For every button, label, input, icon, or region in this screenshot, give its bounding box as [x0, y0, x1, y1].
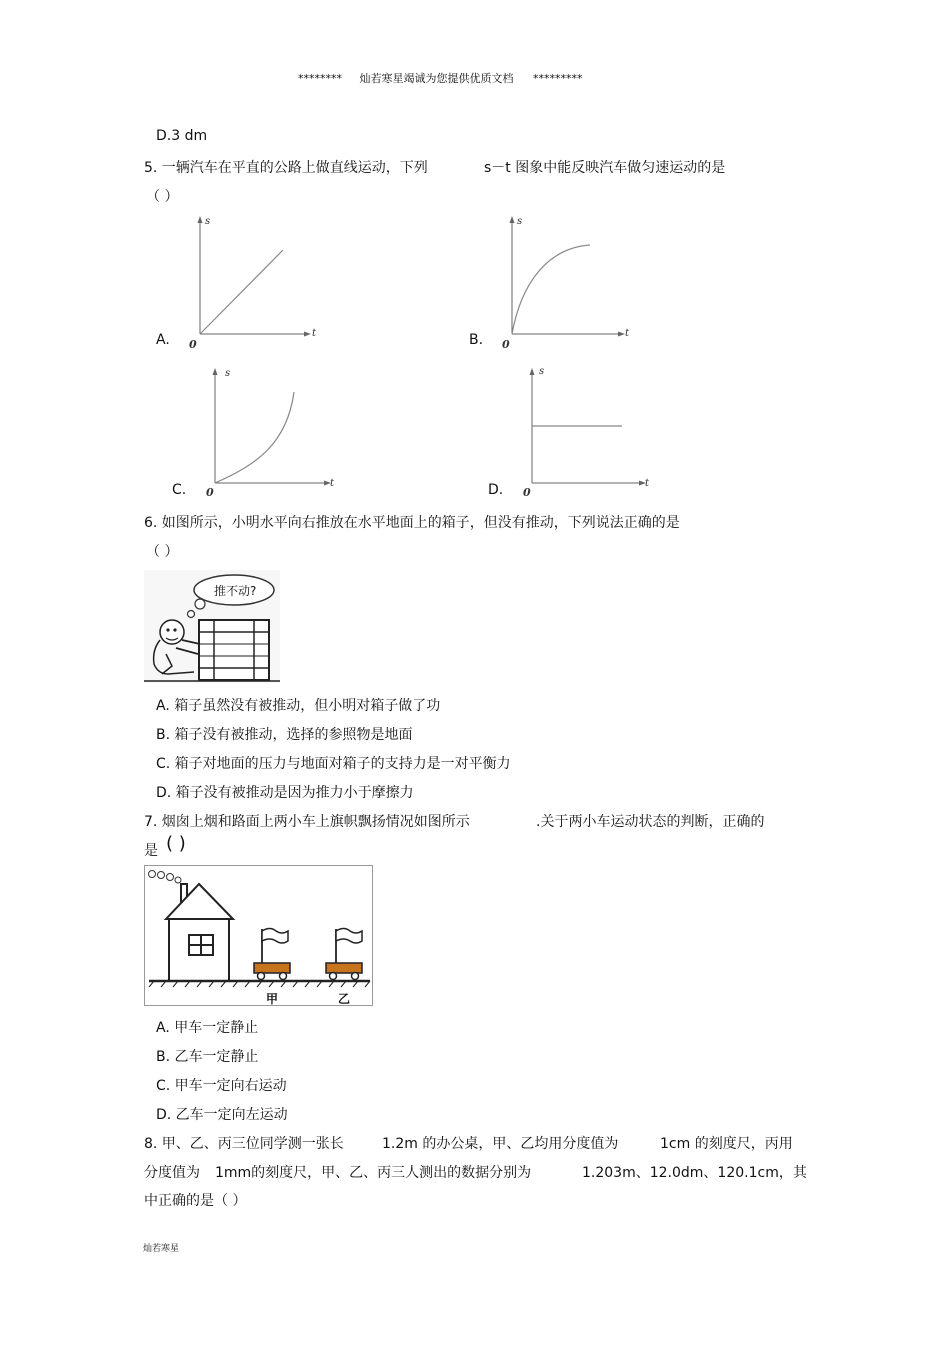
- q8-line1-b: 1.2m 的办公桌，甲、乙均用分度值为: [382, 1136, 619, 1152]
- q5-stem-b: s－t 图象中能反映汽车做匀速运动的是: [484, 160, 726, 176]
- q6-option-a: A. 箱子虽然没有被推动，但小明对箱子做了功: [156, 698, 441, 714]
- q6-stem: 6. 如图所示，小明水平向右推放在水平地面上的箱子，但没有推动，下列说法正确的是: [144, 515, 680, 531]
- q5-graph-c-origin: 0: [206, 486, 214, 499]
- q5-graph-c-label: C.: [172, 482, 187, 498]
- q6-push-box-figure: [144, 570, 280, 683]
- header-text: 灿若寒星竭诚为您提供优质文档: [359, 72, 514, 85]
- q7-option-a: A. 甲车一定静止: [156, 1020, 259, 1036]
- car-jia-label: 甲: [266, 992, 279, 1006]
- q8-line3: 中正确的是（ ）: [144, 1193, 247, 1209]
- q7-option-b: B. 乙车一定静止: [156, 1049, 259, 1065]
- car-yi-label: 乙: [338, 992, 351, 1006]
- q6-paren: （ ）: [146, 544, 179, 560]
- q5-graph-a-x-label: t: [312, 328, 317, 339]
- q5-graph-b: [497, 212, 637, 352]
- q7-stem-a: 7. 烟囱上烟和路面上两小车上旗帜飘扬情况如图所示: [144, 814, 470, 830]
- q7-paren: ( ): [166, 833, 186, 854]
- q7-option-c: C. 甲车一定向右运动: [156, 1078, 287, 1094]
- q8-line2-b: 1mm的刻度尺，甲、乙、丙三人测出的数据分别为: [215, 1165, 532, 1181]
- q5-graph-a: [185, 212, 325, 352]
- thought-bubble-text: 推不动?: [214, 584, 257, 598]
- q7-smoke-cars-figure: [144, 865, 373, 1006]
- crate: [199, 620, 269, 680]
- q6-option-b: B. 箱子没有被推动，选择的参照物是地面: [156, 727, 413, 743]
- q5-graph-b-x-label: t: [625, 328, 630, 339]
- header-stars-right: *********: [533, 72, 583, 85]
- q5-graph-a-label: A.: [156, 332, 170, 348]
- q7-stem-c: 是: [144, 843, 158, 859]
- q5-graph-d-y-label: s: [539, 366, 545, 377]
- page-header: [298, 70, 583, 86]
- q5-stem-a: 5. 一辆汽车在平直的公路上做直线运动，下列: [144, 160, 428, 176]
- q5-graph-d: [518, 362, 658, 502]
- q8-line2-c: 1.203m、12.0dm、120.1cm，其: [582, 1165, 807, 1181]
- q6-option-d: D. 箱子没有被推动是因为推力小于摩擦力: [156, 785, 414, 801]
- q5-graph-d-origin: 0: [523, 486, 531, 499]
- q5-graph-c: [201, 362, 341, 502]
- q5-graph-d-label: D.: [488, 482, 504, 498]
- q5-graph-a-y-label: s: [205, 216, 211, 227]
- q5-graph-d-x-label: t: [645, 478, 650, 489]
- q5-graph-a-origin: 0: [189, 338, 197, 351]
- q6-option-c: C. 箱子对地面的压力与地面对箱子的支持力是一对平衡力: [156, 756, 511, 772]
- q5-graph-b-origin: 0: [502, 338, 510, 351]
- q5-graph-c-x-label: t: [330, 478, 335, 489]
- q5-paren: （ ）: [146, 189, 179, 205]
- q4-option-d: D.3 dm: [156, 128, 208, 144]
- q7-option-d: D. 乙车一定向左运动: [156, 1107, 288, 1123]
- q5-graph-c-y-label: s: [225, 368, 231, 379]
- q5-graph-b-y-label: s: [517, 216, 523, 227]
- page-footer: 灿若寒星: [143, 1244, 180, 1254]
- q5-graph-b-label: B.: [469, 332, 484, 348]
- q8-line2-a: 分度值为: [144, 1165, 200, 1181]
- q8-line1-a: 8. 甲、乙、丙三位同学测一张长: [144, 1136, 344, 1152]
- header-stars-left: ********: [298, 72, 342, 85]
- q7-stem-b: .关于两小车运动状态的判断，正确的: [536, 814, 765, 830]
- q8-line1-c: 1cm 的刻度尺，丙用: [660, 1136, 793, 1152]
